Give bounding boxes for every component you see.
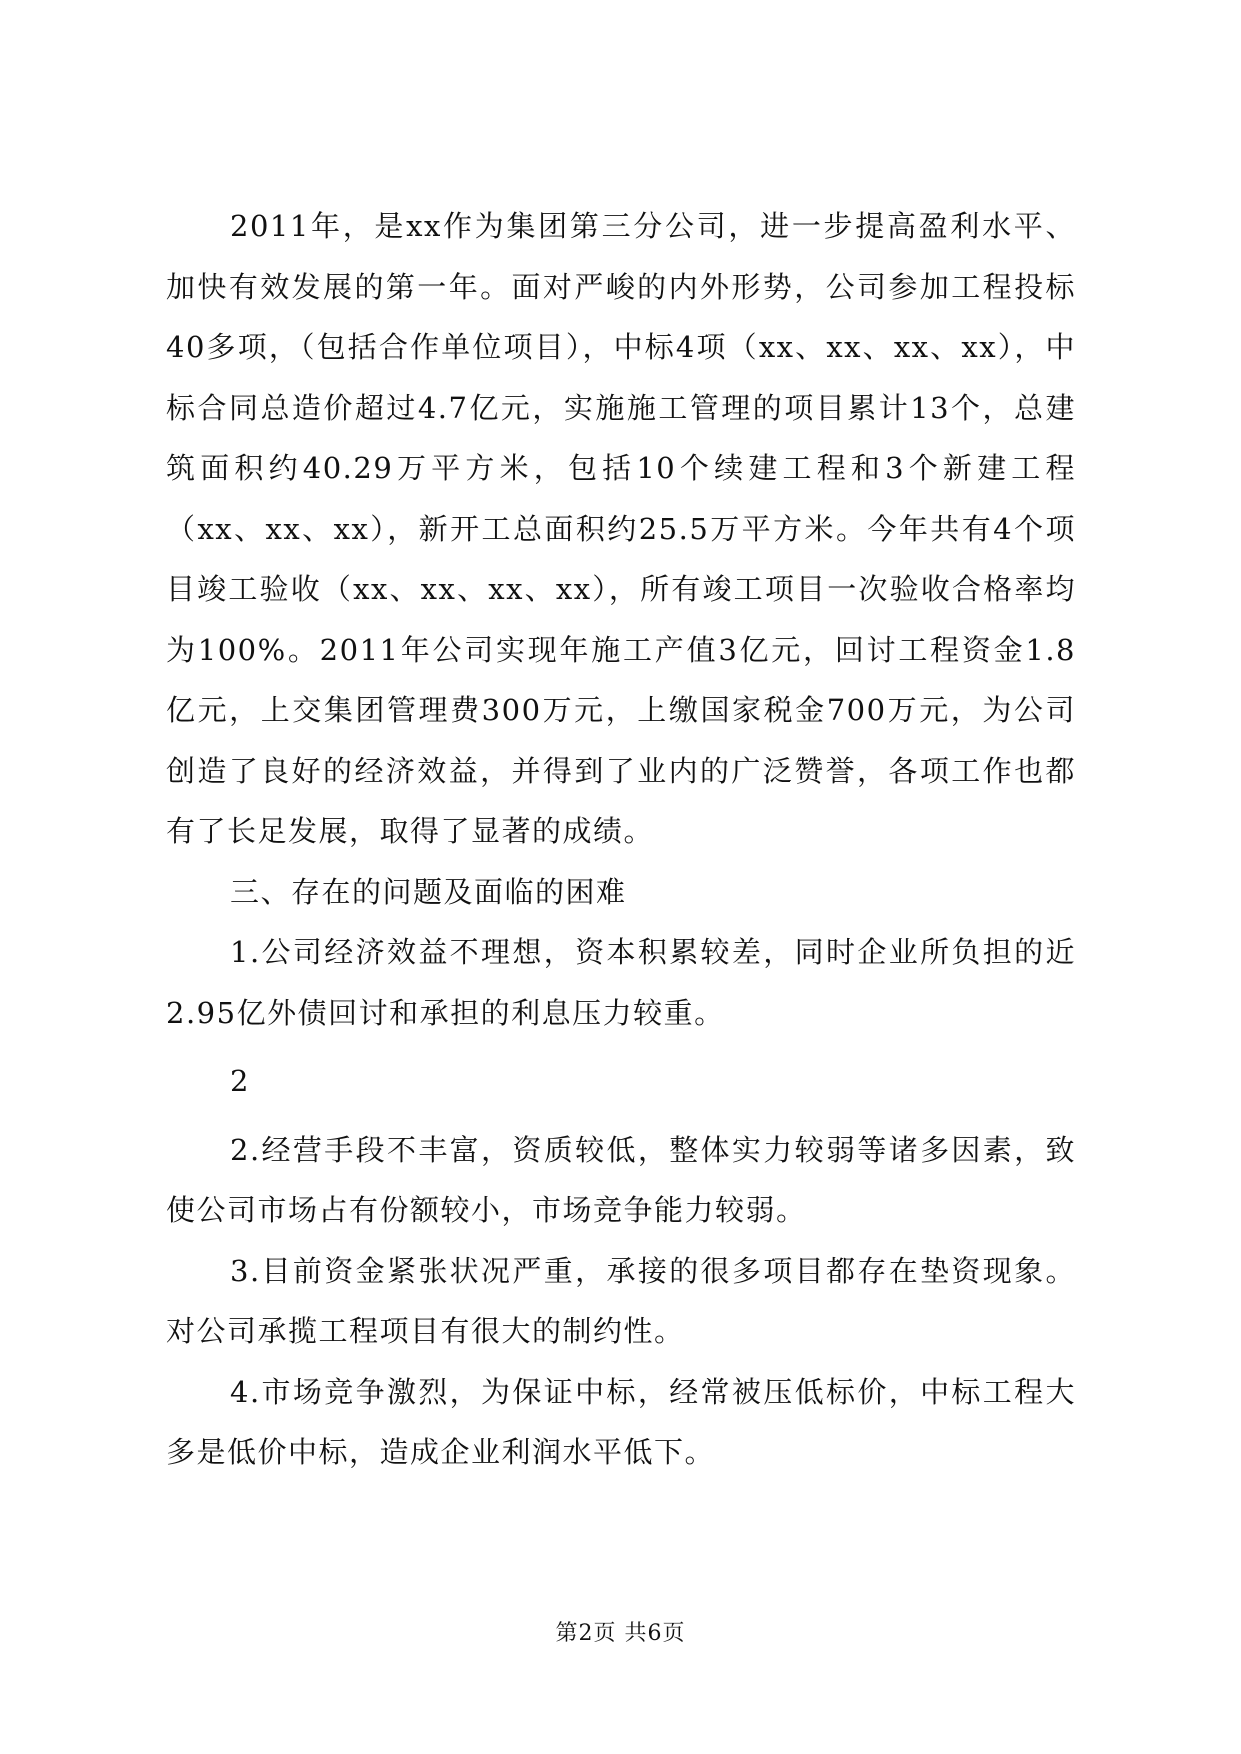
paragraph-problem-4: 4.市场竞争激烈，为保证中标，经常被压低标价，中标工程大多是低价中标，造成企业利润水平低下。 — [166, 1374, 1076, 1469]
paragraph-summary-2011: 2011年，是xx作为集团第三分公司，进一步提高盈利水平、加快有效发展的第一年。面对严峻的内外形势，公司参加工程投标40多项，（包括合作单位项目），中标4项（xx、xx、xx、xx），中标合同总造价超过4.7亿元，实施施工管理的项目累计13个，总建筑面积约40.29万平方米，包括10个续建工程和3个新建工程（xx、xx、xx），新开工总面积约25.5万平方米。今年共有4个项目竣工验收（xx、xx、xx、xx），所有竣工项目一次验收合格率均为100%。2011年公司实现年施工产值3亿元，回讨工程资金1.8亿元，上交集团管理费300万元，上缴国家税金700万元，为公司创造了良好的经济效益，并得到了业内的广泛赞誉，各项工作也都有了长足发展，取得了显著的成绩。 — [166, 209, 1076, 848]
document-body — [166, 196, 1076, 1483]
paragraph-problem-3: 3.目前资金紧张状况严重，承接的很多项目都存在垫资现象。对公司承揽工程项目有很大的制约性。 — [166, 1253, 1076, 1348]
page-footer: 第2页 共6页 — [555, 1621, 686, 1646]
paragraph-problem-1: 1.公司经济效益不理想，资本积累较差，同时企业所负担的近2.95亿外债回讨和承担的利息压力较重。 — [166, 935, 1076, 1030]
section-heading-problems: 三、存在的问题及面临的困难 — [230, 874, 627, 909]
paragraph-problem-2: 2.经营手段不丰富，资质较低，整体实力较弱等诸多因素，致使公司市场占有份额较小，市场竞争能力较弱。 — [166, 1132, 1076, 1227]
inline-page-number: 2 — [230, 1064, 250, 1098]
